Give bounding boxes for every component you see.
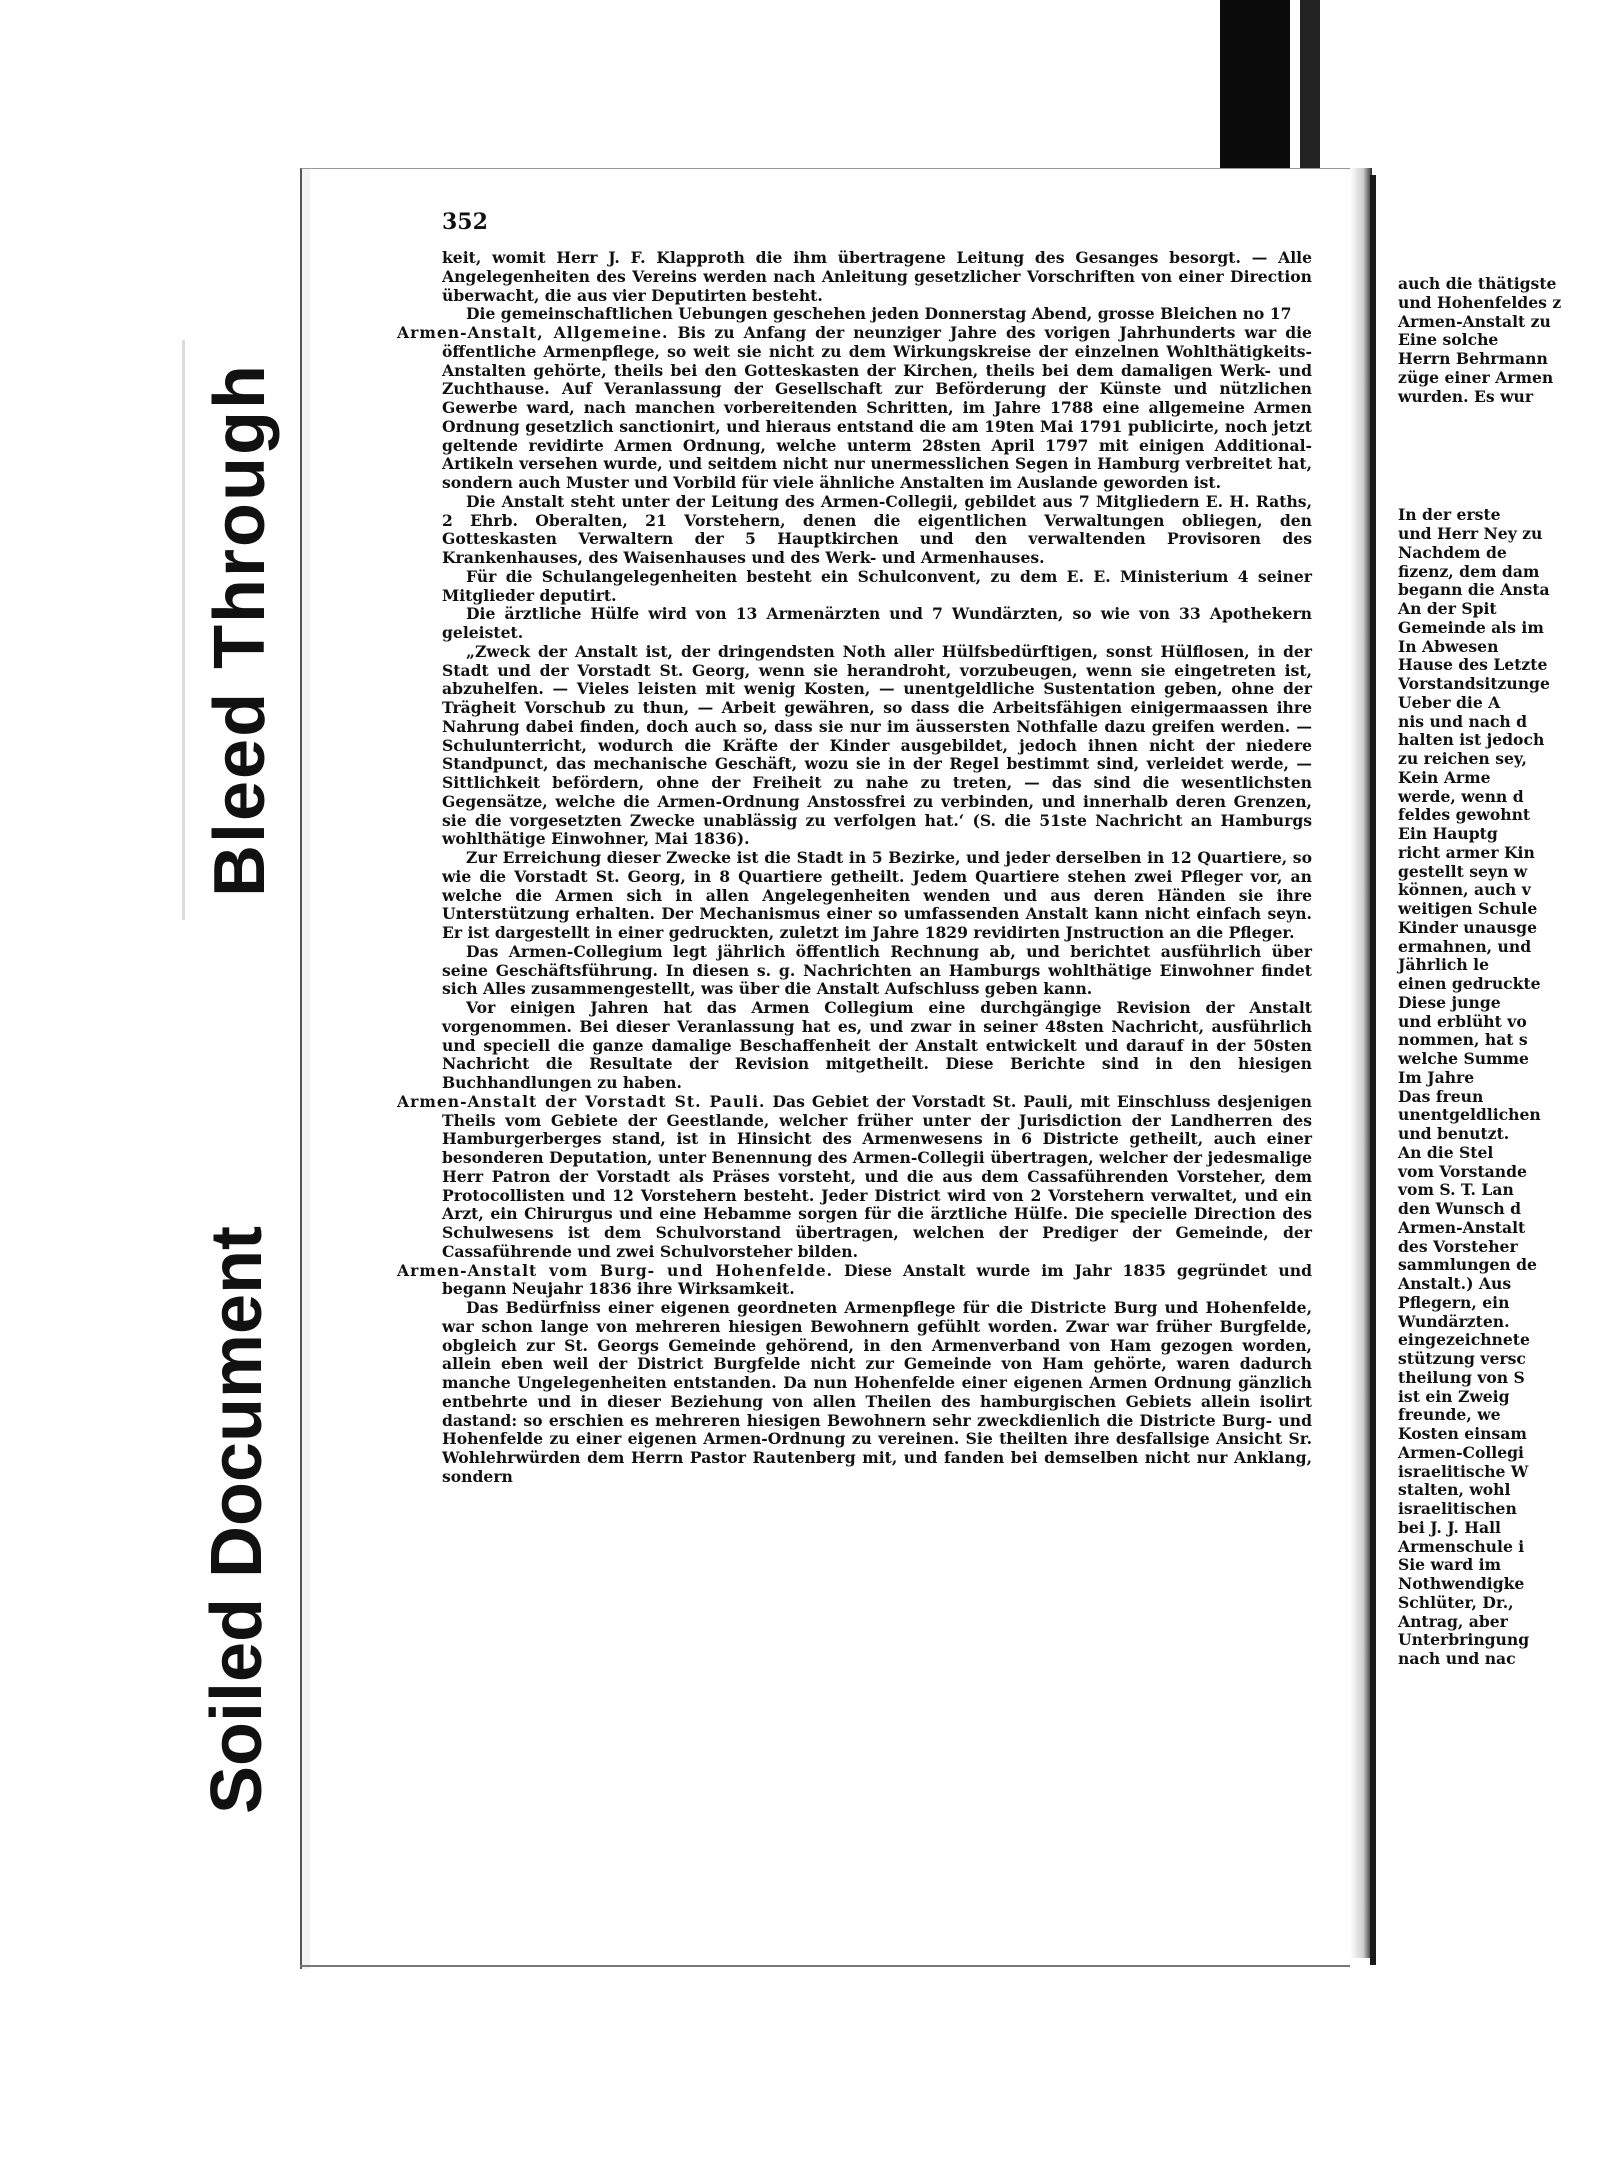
text-line: Anstalt.) Aus (1398, 1274, 1512, 1293)
page-bottom-edge (300, 1965, 1350, 1967)
text-line: Wundärzten. (1398, 1311, 1510, 1331)
text-line: Gemeinde als im (1398, 617, 1544, 637)
text-line: Antrag, aber (1398, 1611, 1508, 1631)
page-number: 352 (442, 209, 488, 235)
text-line: nis und nach d (1398, 711, 1528, 731)
text-line: Jährlich le (1398, 955, 1489, 975)
paragraph-text: Das Bedürfniss einer eigenen geordneten Armenpflege für die Districte Burg und Hohenfelde, war schon lange von mehreren hiesigen Bewohnern gefühlt worden. Zwar war früher Burgfelde, obgleich zur St. Georgs Gemeinde gehörend, in den Armenverband von Ham gezogen worden, allein eben weil der District Burgfelde nicht zur Gemeinde von Ham gehörte, waren dadurch manche Ungelegenheiten entstanden. Da nun Hohenfelde einer eigenen Armen Ordnung gänzlich entbehrte und in dieser Beziehung von allen Theilen des hamburgischen Gebiets allein isolirt dastand: so erschien es mehreren hiesigen Bewohnern sehr zweckdienlich die Districte Burg- und Hohenfelde zu einer eigenen Armen-Ordnung zu vereinen. Sie theilten ihre desfallsige Ansicht Sr. Wohlehrwürden dem Herrn Pastor Rautenberg mit, und fanden bei demselben nicht nur Anklang, sondern (442, 1298, 1312, 1486)
text-line: Diese junge (1398, 992, 1501, 1012)
paragraph (397, 1262, 1312, 1300)
text-line: weitigen Schule (1398, 899, 1538, 918)
text-line: wurden. Es wur (1398, 386, 1534, 406)
text-line: israelitische W (1398, 1461, 1529, 1481)
text-line: Herrn Behrmann (1398, 349, 1548, 368)
text-line: ist ein Zweig (1398, 1386, 1510, 1406)
right-page-text-column (1398, 275, 1600, 1669)
paragraph-text: Die Anstalt steht unter der Leitung des Armen-Collegii, gebildet aus 7 Mitgliedern E. H. Raths, 2 Ehrb. Oberalten, 21 Vorstehern, denen die eigentlichen Verwaltungen obliegen, den Gotteskasten Verwaltern der 5 Hauptkirchen und den verwaltenden Provisoren des Krankenhauses, des Waisenhauses und des Werk- und Armenhauses. (442, 491, 1312, 567)
scanner-bar-edge (1300, 0, 1320, 170)
paragraph (442, 849, 1312, 943)
text-line: Hause des Letzte (1398, 655, 1548, 675)
left-page-text-column (397, 248, 1312, 1487)
text-line: richt armer Kin (1398, 842, 1535, 862)
text-line: zu reichen sey, (1398, 749, 1527, 768)
text-line: theilung von S (1398, 1367, 1525, 1387)
text-line: Das freun (1398, 1086, 1484, 1106)
text-line: Vorstandsitzunge (1398, 674, 1550, 693)
paragraph (442, 605, 1312, 643)
paragraph-text: Für die Schulangelegenheiten besteht ein Schulconvent, zu dem E. E. Ministerium 4 seiner Mitglieder deputirt. (442, 566, 1312, 605)
text-line: Armen-Anstalt zu (1398, 311, 1551, 331)
text-line: Sie ward im (1398, 1555, 1502, 1575)
text-line: werde, wenn d (1398, 786, 1524, 806)
text-line: begann die Ansta (1398, 580, 1550, 600)
text-line: Kein Arme (1398, 767, 1491, 787)
text-line: Armen-Anstalt (1398, 1217, 1526, 1237)
paragraph-text: „Zweck der Anstalt ist, der dringendsten Noth aller Hülfsbedürftigen, sonst Hülflosen, in der Stadt und der Vorstadt St. Georg, wenn sie herandroht, vorzubeugen, wenn sie eingetreten ist, abzuhelfen. — Vieles leisten mit wenig Kosten, — unentgeldliche Sustentation geben, ohne der Trägheit Vorschub zu thun, — Arbeit gewähren, so dass die Arbeitsfähigen einigermaassen ihre Nahrung dabei finden, doch auch so, dass sie nur im äussersten Nothfalle dazu greifen werden. — Schulunterricht, wodurch die Kräfte der Kinder ausgebildet, jedoch ihnen nicht der niedere Standpunct, das mechanische Geschäft, wozu sie in der Regel bestimmt sind, verleidet werde, — Sittlichkeit befördern, ohne der Freiheit zu nahe zu treten, — das sind die wesentlichsten Gegensätze, welche die Armen-Ordnung Anstossfrei zu verbinden, und innerhalb deren Grenzen, sie die vorgesetzten Zwecke unablässig zu verfolgen hat.‘ (S. die 51ste Nachricht an Hamburgs wohlthätige Einwohner, Mai 1836). (442, 641, 1312, 849)
paragraph-text: keit, womit Herr J. F. Klapproth die ihm übertragene Leitung des Gesanges besorgt. — Alle Angelegenheiten des Vereins werden nach Anleitung gesetzlicher Vorschriften von einer Direction überwacht, die aus vier Deputirten besteht. (442, 248, 1312, 305)
text-line: Im Jahre (1398, 1067, 1475, 1087)
entry-heading: Armen-Anstalt vom Burg- und Hohenfelde. (397, 1260, 834, 1280)
paragraph (442, 643, 1312, 849)
text-line: Eine solche (1398, 330, 1499, 350)
text-line: Kinder unausge (1398, 917, 1538, 937)
text-line: und Herr Ney zu (1398, 524, 1543, 543)
text-line: des Vorsteher (1398, 1236, 1518, 1256)
entry-heading: Armen-Anstalt, Allgemeine. (397, 323, 669, 342)
paragraph (397, 1093, 1312, 1262)
soiled-document-text: Soiled Document (197, 1225, 277, 1815)
text-line: sammlungen de (1398, 1255, 1537, 1275)
text-line: und erblüht vo (1398, 1011, 1527, 1031)
paragraph-text: Zur Erreichung dieser Zwecke ist die Stadt in 5 Bezirke, und jeder derselben in 12 Quartiere, so wie die Vorstadt St. Georg, in 8 Quartiere getheilt. Jedem Quartiere stehen zwei Pfleger vor, an welche die Armen sich in allen Angelegenheiten wenden und aus deren Händen sie ihre Unterstützung erhalten. Der Mechanismus einer so umfassenden Anstalt kann nicht einfach seyn. Er ist dargestellt in einer gedruckten, zuletzt im Jahre 1829 revidirten Jnstruction an die Pfleger. (442, 848, 1312, 942)
paragraph (442, 305, 1312, 324)
text-line: Armen-Collegi (1398, 1442, 1524, 1462)
right-page (1370, 175, 1600, 1965)
text-line: israelitischen (1398, 1499, 1517, 1518)
text-line: An der Spit (1398, 599, 1497, 618)
text-line: den Wunsch d (1398, 1199, 1522, 1218)
text-line: nommen, hat s (1398, 1030, 1528, 1050)
text-line: freunde, we (1398, 1405, 1501, 1425)
text-line: können, auch v (1398, 880, 1531, 900)
text-line: und benutzt. (1398, 1124, 1510, 1143)
paragraph-text: Das Gebiet der Vorstadt St. Pauli, mit Einschluss desjenigen Theils vom Gebiete der Geestlande, welcher früher unter der Jurisdiction der Landherren des Hamburgerberges stand, ist in Hinsicht des Armenwesens in 6 Districte getheilt, auch einer besonderen Deputation, unter Benennung des Armen-Collegii übertragen, welcher der jedesmalige Herr Patron der Vorstadt als Präses vorsteht, und die aus dem Cassaführenden Vorsteher, dem Protocollisten und 12 Vorstehern besteht. Jeder District wird von 2 Vorstehern verwaltet, und ein Arzt, ein Chirurgus und eine Hebamme sorgen für die ärztliche Hülfe. Die specielle Direction des Schulwesens ist dem Schulvorstand übertragen, welchen der Prediger der Gemeinde, der Cassaführende und zwei Schulvorsteher bilden. (442, 1091, 1312, 1261)
text-line: auch die thätigste (1398, 274, 1557, 293)
text-line: bei J. J. Hall (1398, 1517, 1501, 1537)
paragraph-text: Das Armen-Collegium legt jährlich öffentlich Rechnung ab, und berichtet ausführlich über seine Geschäftsführung. In diesen s. g. Nachrichten an Hamburgs wohlthätige Einwohner findet sich Alles zusammengestellt, was über die Anstalt Aufschluss geben kann. (442, 941, 1312, 999)
text-line: stützung versc (1398, 1349, 1526, 1368)
text-line: und Hohenfeldes z (1398, 292, 1562, 312)
soiled-document-label (182, 1200, 292, 1840)
text-line: nach und nac (1398, 1649, 1516, 1668)
text-line: vom Vorstande (1398, 1161, 1527, 1181)
left-page (300, 168, 1362, 1969)
paragraph-text: Die gemeinschaftlichen Uebungen geschehen jeden Donnerstag Abend, grosse Bleichen no 17 (466, 304, 1292, 324)
section-gap (1398, 406, 1600, 506)
text-line: Nothwendigke (1398, 1574, 1525, 1593)
paragraph (442, 943, 1312, 999)
paragraph (397, 324, 1312, 493)
paragraph (442, 249, 1312, 305)
text-line: In der erste (1398, 505, 1501, 525)
bleed-through-label (182, 340, 295, 920)
paragraph (442, 493, 1312, 568)
text-line: welche Summe (1398, 1049, 1529, 1068)
text-line: stalten, wohl (1398, 1480, 1511, 1500)
text-line: halten ist jedoch (1398, 730, 1545, 750)
text-line: In Abwesen (1398, 636, 1499, 656)
text-line: Pflegern, ein (1398, 1292, 1510, 1312)
text-line: Kosten einsam (1398, 1424, 1527, 1443)
paragraph-text: Bis zu Anfang der neunziger Jahre des vorigen Jahrhunderts war die öffentliche Armenpflege, so weit sie nicht zu dem Wirkungskreise der einzelnen Wohlthätigkeits-Anstalten gehörte, theils bei den Gotteskasten der Kirchen, theils bei dem damaligen Werk- und Zuchthause. Auf Veranlassung der Gesellschaft zur Beförderung der Künste und nützlichen Gewerbe ward, nach manchen vorbereitenden Schritten, im Jahre 1788 eine allgemeine Armen Ordnung gesetzlich sanctionirt, und hieraus entstand die am 19ten Mai 1791 publicirte, noch jetzt geltende revidirte Armen Ordnung, welche unterm 28sten April 1797 mit einigen Additional-Artikeln versehen wurde, und seitdem nicht nur unermesslichen Segen in Hamburg verbreitet hat, sondern auch Muster und Vorbild für viele ähnliche Anstalten im Auslande geworden ist. (442, 323, 1312, 492)
paragraph-text: Vor einigen Jahren hat das Armen Collegium eine durchgängige Revision der Anstalt vorgenommen. Bei dieser Veranlassung hat es, und zwar in seiner 48sten Nachricht, ausführlich und speciell die ganze damalige Beschaffenheit der Anstalt entwickelt und darauf in der 50sten Nachricht die Resultate der Revision mitgetheilt. Diese Berichte sind in den hiesigen Buchhandlungen zu haben. (442, 998, 1312, 1092)
text-line: ermahnen, und (1398, 936, 1532, 956)
book-gutter (1350, 168, 1372, 1958)
text-line: An die Stel (1398, 1142, 1494, 1162)
bleed-through-text: Bleed Through (200, 363, 280, 897)
text-line: Unterbringung (1398, 1630, 1530, 1650)
text-line: fizenz, dem dam (1398, 561, 1540, 581)
text-line: gestellt seyn w (1398, 861, 1528, 881)
paragraph (442, 568, 1312, 606)
text-line: eingezeichnete (1398, 1330, 1530, 1350)
text-line: unentgeldlichen (1398, 1105, 1541, 1125)
text-line: Ein Hauptg (1398, 824, 1498, 843)
paragraph (442, 1299, 1312, 1487)
text-line: Schlüter, Dr., (1398, 1592, 1514, 1612)
entry-heading: Armen-Anstalt der Vorstadt St. Pauli. (397, 1091, 766, 1111)
text-line: vom S. T. Lan (1398, 1180, 1514, 1200)
text-line: Armenschule i (1398, 1536, 1525, 1556)
paragraph-text: Diese Anstalt wurde im Jahr 1835 gegründet und begann Neujahr 1836 ihre Wirksamkeit. (442, 1260, 1312, 1299)
text-line: Ueber die A (1398, 692, 1501, 712)
text-line: Nachdem de (1398, 542, 1507, 562)
paragraph-text: Die ärztliche Hülfe wird von 13 Armenärzten und 7 Wundärzten, so wie von 33 Apothekern geleistet. (442, 604, 1312, 642)
paragraph (442, 999, 1312, 1093)
text-line: einen gedruckte (1398, 974, 1541, 993)
text-line: züge einer Armen (1398, 367, 1554, 387)
text-line: feldes gewohnt (1398, 805, 1531, 825)
